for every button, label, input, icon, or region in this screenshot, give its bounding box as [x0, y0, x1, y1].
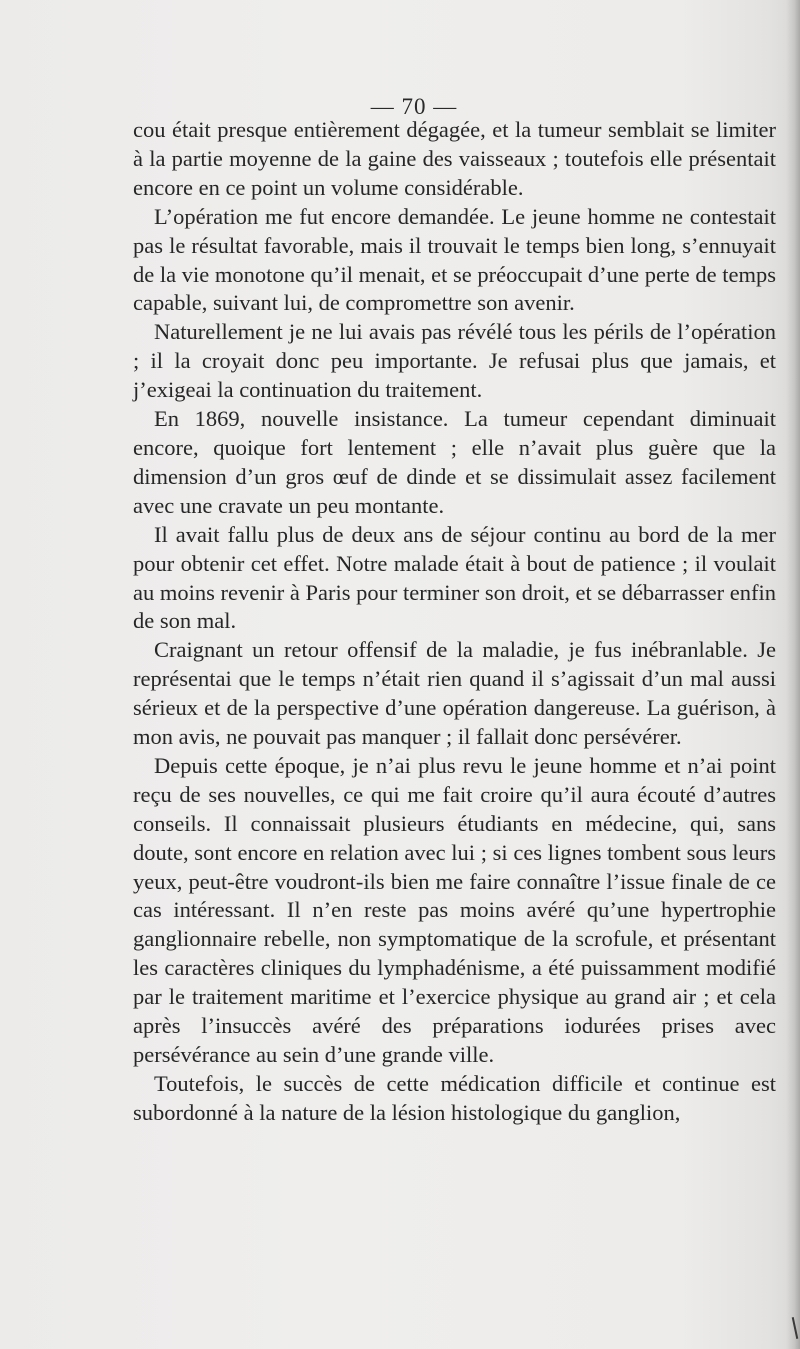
paragraph: Il avait fallu plus de deux ans de séjour continu au bord de la mer pour obtenir cet effet. Notre malade était à bout de patience ; il voulait au moins revenir à Paris pour terminer son droit, et se débarrasser enfin de son mal. — [133, 521, 776, 634]
page-edge-shadow — [786, 0, 800, 1349]
paragraph: Toutefois, le succès de cette médication difficile et continue est subordonné à la nature de la lésion histologique du ganglion, — [133, 1070, 776, 1125]
page-number: — 70 — — [370, 94, 458, 119]
paragraph: Depuis cette époque, je n’ai plus revu le jeune homme et n’ai point reçu de ses nouvelles, ce qui me fait croire qu’il aura écouté d’autres conseils. Il connaissait plusieurs étudiants en médecine, qui, sans doute, sont encore en relation avec lui ; si ces lignes tombent sous leurs yeux, peut-être voudront-ils bien me faire connaître l’issue finale de ce cas intéressant. Il n’en reste pas moins avéré qu’une hypertrophie ganglionnaire rebelle, non symptomatique de la scrofule, et présentant les caractères cliniques du lymphadénisme, a été puissamment modifié par le traitement maritime et l’exercice physique au grand air ; et cela après l’insuccès avéré des préparations iodurées prises avec persévérance au sein d’une grande ville. — [133, 752, 776, 1067]
paragraph: Craignant un retour offensif de la maladie, je fus inébranlable. Je représentai que le temps n’était rien quand il s’agissait d’un mal aussi sérieux et de la perspective d’une opération dangereuse. La guérison, à mon avis, ne pouvait pas manquer ; il fallait donc persévérer. — [133, 637, 776, 750]
paragraph: En 1869, nouvelle insistance. La tumeur cependant diminuait encore, quoique fort lentement ; elle n’avait plus guère que la dimension d’un gros œuf de dinde et se dissimulait assez facilement avec une cravate un peu montante. — [133, 406, 776, 518]
paragraph: Naturellement je ne lui avais pas révélé tous les périls de l’opération ; il la croyait donc peu importante. Je refusai plus que jamais, et j’exigeai la continuation du traitement. — [133, 319, 776, 403]
body-text — [133, 116, 776, 1128]
paragraph: cou était presque entièrement dégagée, et la tumeur semblait se limiter à la partie moyenne de la gaine des vaisseaux ; toutefois elle présentait encore en ce point un volume considérable. — [133, 117, 776, 200]
paragraph: L’opération me fut encore demandée. Le jeune homme ne contestait pas le résultat favorable, mais il trouvait le temps bien long, s’ennuyait de la vie monotone qu’il menait, et se préoccupait d’une perte de temps capable, suivant lui, de compromettre son avenir. — [133, 203, 776, 316]
